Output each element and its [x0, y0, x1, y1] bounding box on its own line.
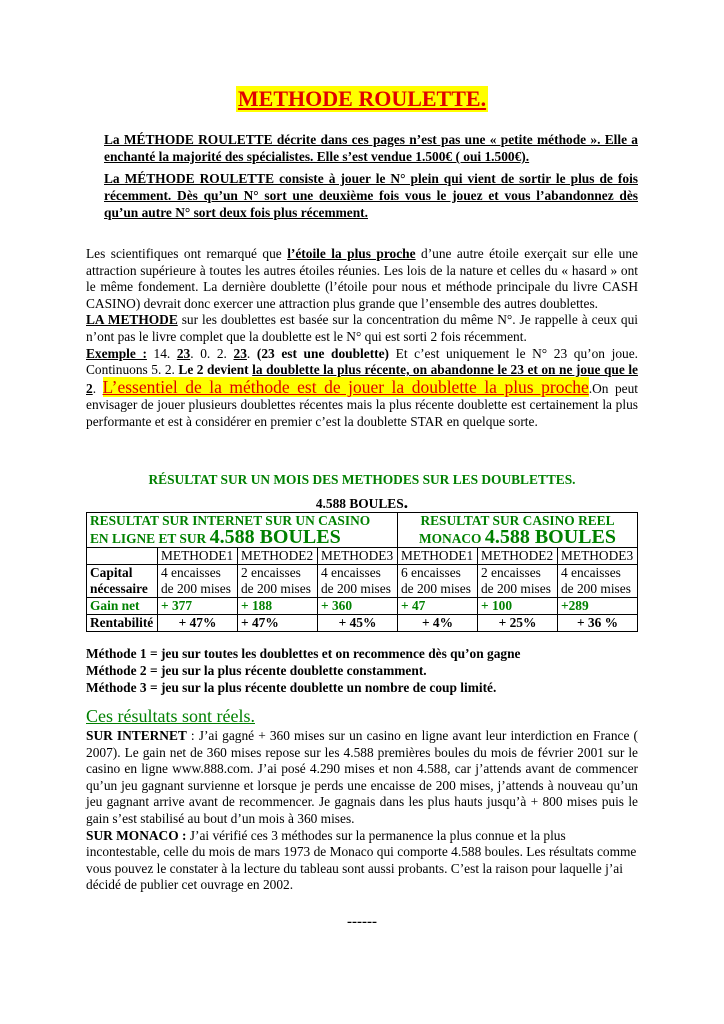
intro-paragraph-2: La MÉTHODE ROULETTE consiste à jouer le N° plein qui vient de sortir le plus de fois récemment. Dès qu’un N° sort une deuxième fois vous le jouez et vous l’abandonnez dès qu’un autre N° sort deux fois plus récemment. [104, 171, 638, 220]
table-cell: METHODE2 [237, 548, 317, 565]
end-separator: ------ [347, 914, 377, 930]
table-row [87, 565, 638, 598]
table-header-row [87, 513, 638, 548]
table-cell: METHODE1 [157, 548, 237, 565]
table-row [87, 598, 638, 615]
results-heading: RÉSULTAT SUR UN MOIS DES METHODES SUR LES DOUBLETTES. [148, 472, 576, 487]
table-cell: + 100 [477, 598, 557, 615]
table-cell: METHODE3 [557, 548, 637, 565]
table-cell [87, 548, 158, 565]
table-cell: Capital nécessaire [87, 565, 158, 598]
table-cell: 4 encaisses de 200 mises [157, 565, 237, 598]
table-cell: + 36 % [557, 615, 637, 632]
table-cell: + 377 [157, 598, 237, 615]
table-cell: 2 encaisses de 200 mises [477, 565, 557, 598]
table-row [87, 548, 638, 565]
methods-legend [86, 645, 638, 696]
table-cell: METHODE2 [477, 548, 557, 565]
results-real-heading: Ces résultats sont réels. [86, 706, 255, 726]
stars-paragraph: Les scientifiques ont remarqué que l’étoile la plus proche d’une autre étoile exerçait sur elle une attraction supérieure à toutes les autres étoiles réunies. Les lois de la nature et celles du « hasard » ont le même fondement. La dernière doublette (l’étoile pour nous et méthode principale du livre CASH CASINO) devrait donc exercer une attraction plus grande que l’ensemble des autres doublettes. [86, 246, 638, 311]
table-cell: + 45% [317, 615, 397, 632]
body-section-2 [86, 728, 638, 894]
header-internet: RESULTAT SUR INTERNET SUR UN CASINO EN LIGNE ET SUR 4.588 BOULES [87, 513, 398, 548]
table-cell: + 4% [397, 615, 477, 632]
body-section-1 [86, 246, 638, 431]
table-cell: 4 encaisses de 200 mises [557, 565, 637, 598]
table-cell: 6 encaisses de 200 mises [397, 565, 477, 598]
boules-count: 4.588 BOULES. [315, 492, 409, 512]
table-cell: + 188 [237, 598, 317, 615]
table-cell: 4 encaisses de 200 mises [317, 565, 397, 598]
table-cell: + 47 [397, 598, 477, 615]
table-cell: Gain net [87, 598, 158, 615]
table-cell: METHODE1 [397, 548, 477, 565]
table-cell: METHODE3 [317, 548, 397, 565]
method-1-desc: Méthode 1 = jeu sur toutes les doublettes et on recommence dès qu’on gagne [86, 646, 521, 661]
intro-block [104, 131, 638, 226]
internet-paragraph: SUR INTERNET : J’ai gagné + 360 mises sur un casino en ligne avant leur interdiction en France ( 2007). Le gain net de 360 mises repose sur les 4.588 premières boules du mois de février 2001 sur le casino en ligne www.888.com. J’ai posé 4.290 mises et non 4.588, car j’attends avant de commencer qu’un jeu gagnant survienne et lorsque je perds une encaisse de 200 mises, j’attends à nouveau qu’un jeu gagnant arrive avant de recommencer. Je gagnais dans les plus hauts jusqu’à + 800 mises puis le gain s’est stabilisé au bout d’un mois à 360 mises. [86, 728, 638, 826]
table-cell: + 360 [317, 598, 397, 615]
monaco-paragraph: SUR MONACO : J’ai vérifié ces 3 méthodes sur la permanence la plus connue et la plus incontestable, celle du mois de mars 1973 de Monaco qui comporte 4.588 boules. Les résultats comme vous pouvez le constater à la lecture du tableau sont aussi probants. C’est la raison pour laquelle j’ai décidé de publier cet ouvrage en 2002. [86, 827, 637, 893]
intro-paragraph-1: La MÉTHODE ROULETTE décrite dans ces pages n’est pas une « petite méthode ». Elle a enchanté la majorité des spécialistes. Elle s’est vendue 1.500€ ( oui 1.500€). [104, 132, 638, 164]
table-cell: +289 [557, 598, 637, 615]
table-cell: Rentabilité [87, 615, 158, 632]
table-cell: + 47% [237, 615, 317, 632]
table-cell: + 25% [477, 615, 557, 632]
table-row [87, 615, 638, 632]
method-paragraph: LA METHODE sur les doublettes est basée sur la concentration du même N°. Je rappelle à ceux qui n’ont pas le livre complet que la doublette est le N° qui est sorti 2 fois récemment. [86, 312, 638, 344]
method-3-desc: Méthode 3 = jeu sur la plus récente doublette un nombre de coup limité. [86, 680, 497, 695]
method-2-desc: Méthode 2 = jeu sur la plus récente doublette constamment. [86, 663, 427, 678]
header-monaco: RESULTAT SUR CASINO REEL MONACO 4.588 BOULES [397, 513, 637, 548]
results-table [86, 512, 638, 632]
key-sentence: L’essentiel de la méthode est de jouer la doublette la plus proche [102, 376, 589, 397]
table-cell: 2 encaisses de 200 mises [237, 565, 317, 598]
page-title: METHODE ROULETTE. [237, 86, 487, 111]
table-cell: + 47% [157, 615, 237, 632]
example-paragraph: Exemple : 14. 23. 0. 2. 23. (23 est une doublette) Et c’est uniquement le N° 23 qu’on joue. Continuons 5. 2. Le 2 devient la doublette la plus récente, on abandonne le 23 et on ne joue que le 2. L’essentiel de la méthode est de jouer la doublette la plus proche.On peut envisager de jouer plusieurs doublettes récentes mais la plus récente doublette est certainement la plus performante et est à considérer en premier c’est la doublette STAR en quelque sorte. [86, 345, 639, 429]
